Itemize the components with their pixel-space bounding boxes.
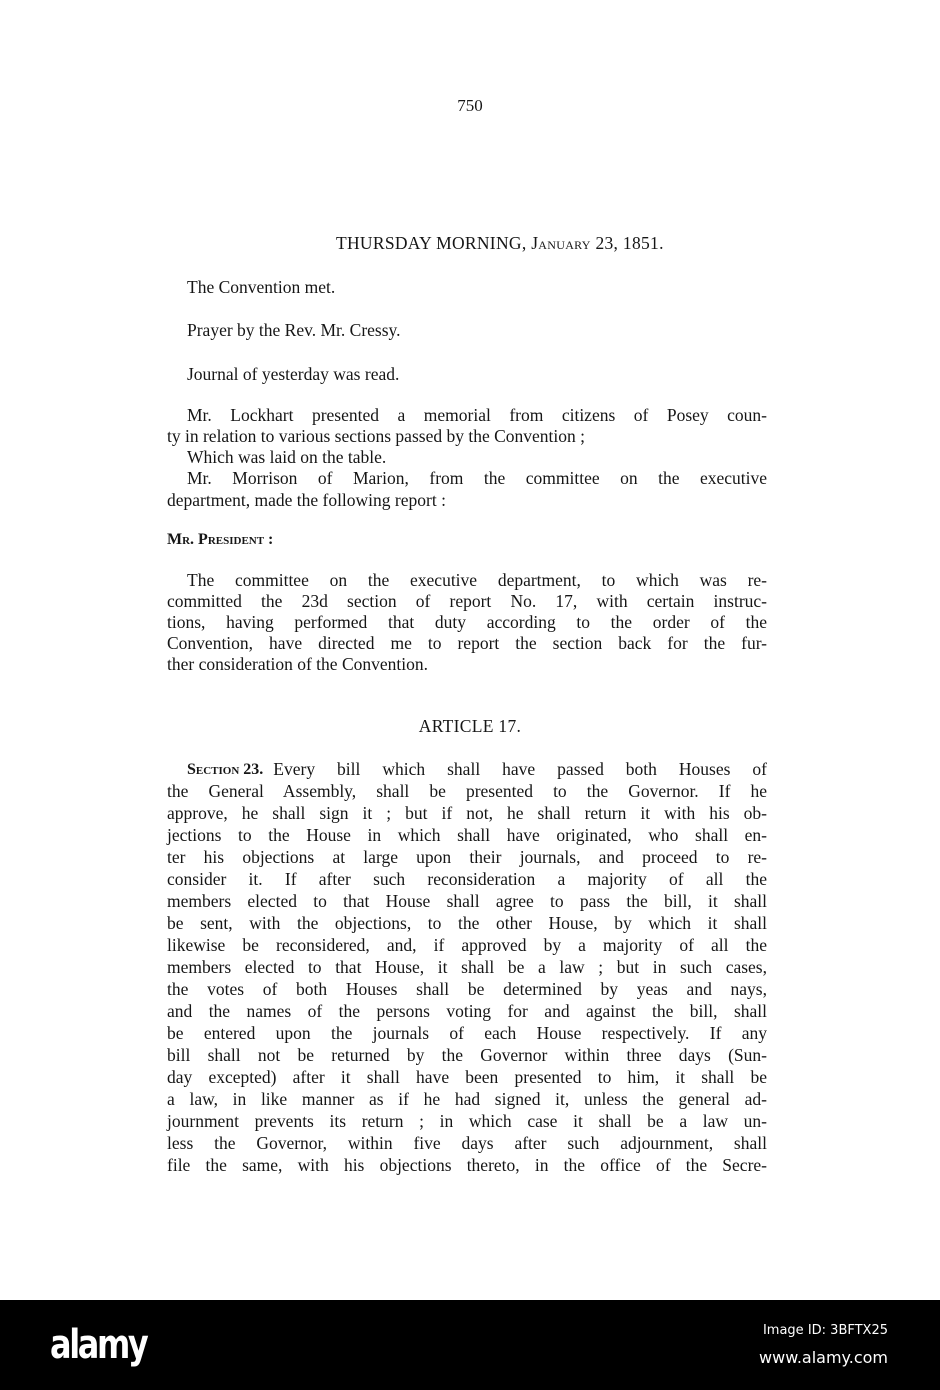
text-line: consider it. If after such reconsideration a majority of all the [167, 869, 767, 889]
text-line: and the names of the persons voting for and against the bill, shall [167, 1001, 767, 1021]
text-line: a law, in like manner as if he had signed it, unless the general ad- [167, 1089, 767, 1109]
image-id: Image ID: 3BFTX25 [762, 1323, 888, 1338]
text-line: The committee on the executive department, to which was re- [187, 570, 767, 590]
section-label: Section 23. [187, 761, 264, 778]
text-line: department, made the following report : [167, 490, 446, 510]
text-line: Which was laid on the table. [187, 447, 387, 467]
watermark-footer [0, 1300, 940, 1390]
text-line: bill shall not be returned by the Governor within three days (Sun- [167, 1045, 767, 1065]
text-line: ter his objections at large upon their journals, and proceed to re- [167, 847, 767, 867]
text-line: the votes of both Houses shall be determined by yeas and nays, [167, 979, 767, 999]
text-line: day excepted) after it shall have been presented to him, it shall be [167, 1067, 767, 1087]
text-line: ther consideration of the Convention. [167, 654, 428, 674]
article-title: ARTICLE 17. [418, 716, 522, 736]
text-line: be entered upon the journals of each House respectively. If any [167, 1023, 767, 1043]
page-number: 750 [457, 96, 483, 115]
heading-day: THURSDAY MORNING, [336, 233, 527, 253]
text-line: less the Governor, within five days after such adjournment, shall [167, 1133, 767, 1153]
text-line: members elected to that House, it shall be a law ; but in such cases, [167, 957, 767, 977]
paragraph: Journal of yesterday was read. [187, 364, 400, 384]
text-line: Mr. Lockhart presented a memorial from citizens of Posey coun- [187, 405, 767, 425]
text-line: tions, having performed that duty according to the order of the [167, 612, 767, 632]
text-line: ty in relation to various sections passed by the Convention ; [167, 426, 585, 446]
text-line: approve, he shall sign it ; but if not, he shall return it with his ob- [167, 803, 767, 823]
heading-date: January 23, 1851. [531, 233, 664, 253]
text-line: Mr. Morrison of Marion, from the committee on the executive [187, 468, 767, 488]
text-line: journment prevents its return ; in which case it shall be a law un- [167, 1111, 767, 1131]
text-line: likewise be reconsidered, and, if approved by a majority of all the [167, 935, 767, 955]
text-line: committed the 23d section of report No. 17, with certain instruc- [167, 591, 767, 611]
text-line: Convention, have directed me to report the section back for the fur- [167, 633, 767, 653]
text-line: members elected to that House shall agree to pass the bill, it shall [167, 891, 767, 911]
section-first-line [187, 759, 767, 780]
text-line: jections to the House in which shall have originated, who shall en- [167, 825, 767, 845]
text-line: Every bill which shall have passed both Houses of [273, 759, 767, 779]
text-line: file the same, with his objections thereto, in the office of the Secre- [167, 1155, 767, 1175]
alamy-logo: alamy [50, 1322, 147, 1368]
address: Mr. President : [167, 531, 274, 548]
paragraph: The Convention met. [187, 277, 336, 297]
text-line: the General Assembly, shall be presented to the Governor. If he [167, 781, 767, 801]
site-url: www.alamy.com [759, 1348, 888, 1367]
session-heading [336, 233, 664, 254]
paragraph: Prayer by the Rev. Mr. Cressy. [187, 320, 401, 340]
text-line: be sent, with the objections, to the other House, by which it shall [167, 913, 767, 933]
